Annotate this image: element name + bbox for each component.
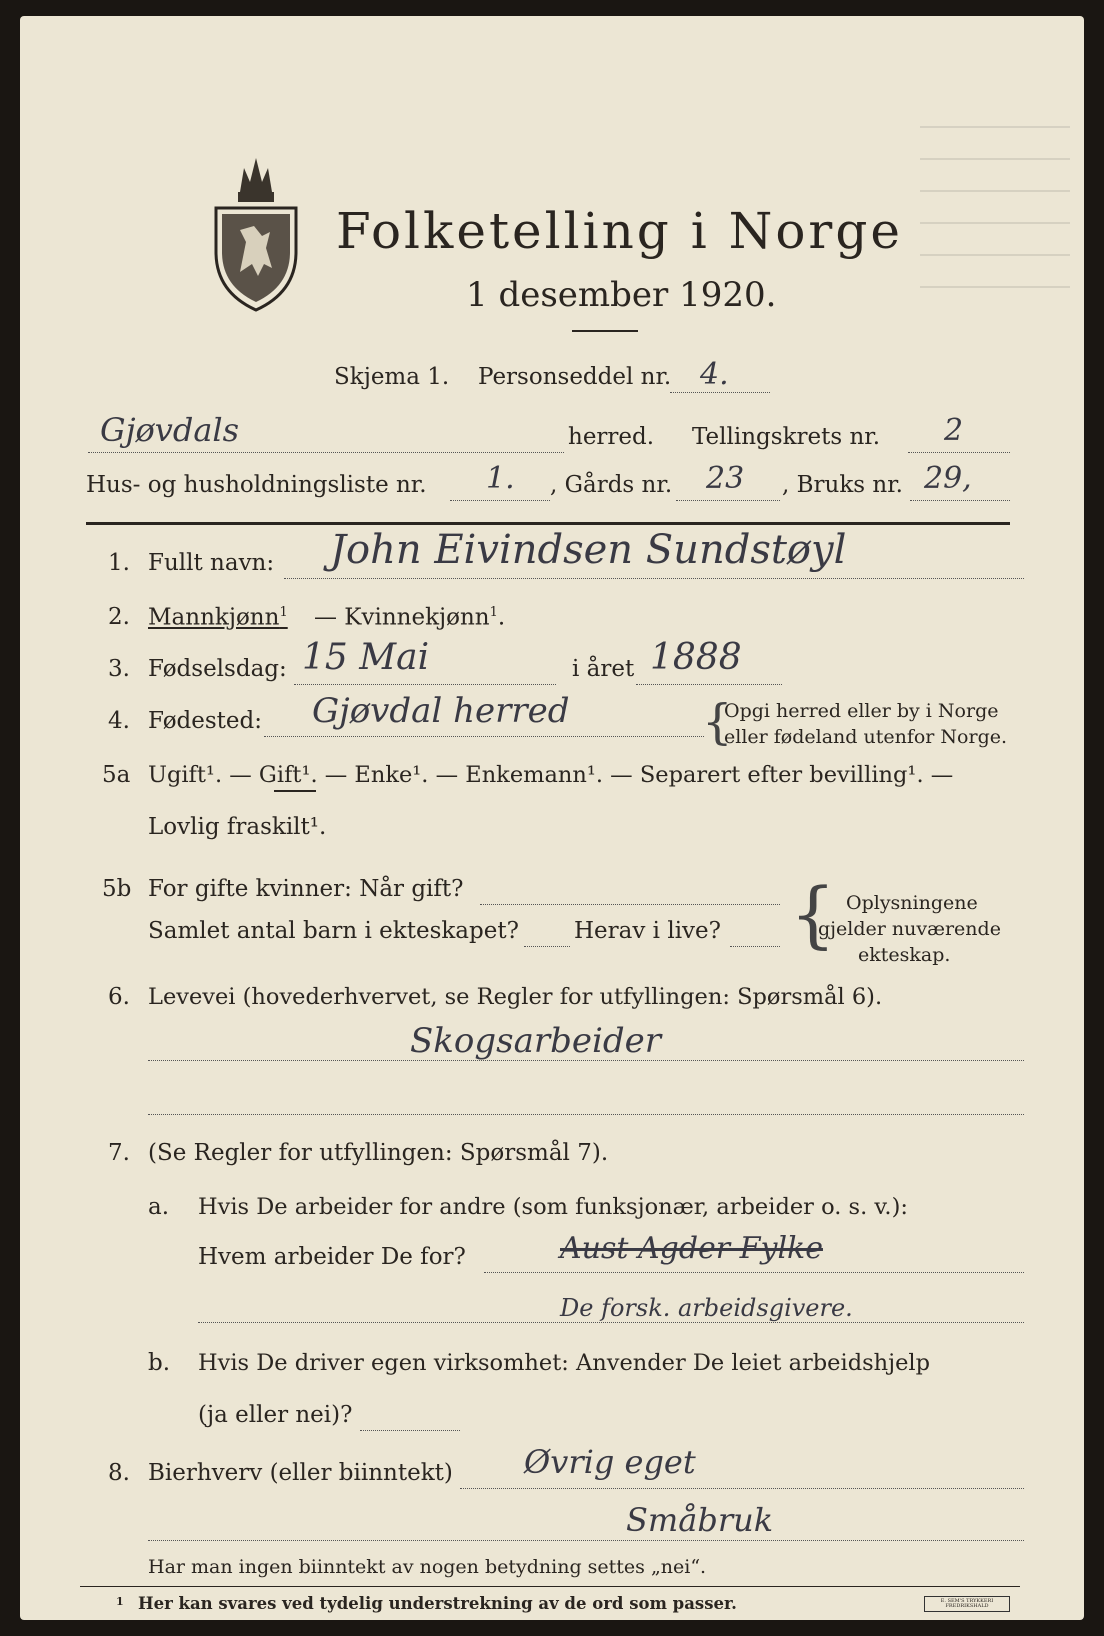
gards-value: 23 — [706, 461, 745, 496]
footnote-text: Her kan svares ved tydelig understrekning av de ord som passer. — [138, 1594, 737, 1613]
q3-line — [294, 684, 556, 685]
q5b-note-1: Oplysningene — [846, 892, 978, 914]
gards-line — [676, 500, 780, 501]
q7b-line2-dots — [360, 1430, 460, 1431]
gards-label: , Gårds nr. — [550, 472, 673, 498]
q5b-brace: { — [790, 872, 836, 956]
q8-number: 8. — [108, 1460, 130, 1486]
q7-number: 7. — [108, 1140, 130, 1166]
herred-label: herred. — [568, 424, 655, 450]
q1-label: Fullt navn: — [148, 550, 275, 576]
q7b-line1: Hvis De driver egen virksomhet: Anvender De leiet arbeidshjelp — [198, 1350, 931, 1376]
occupation-value: Skogsarbeider — [410, 1021, 661, 1061]
tellingskrets-label: Tellingskrets nr. — [692, 424, 881, 450]
q5a-number: 5a — [102, 762, 131, 788]
employer-value: De forsk. arbeidsgivere. — [560, 1294, 853, 1322]
personseddel-label: Personseddel nr. — [478, 364, 672, 390]
q8-line — [460, 1488, 1024, 1489]
herred-value: Gjøvdals — [100, 411, 240, 449]
year-label: i året — [572, 656, 635, 682]
q5b-line2b-dots — [730, 946, 780, 947]
q5b-note-3: ekteskap. — [858, 944, 951, 966]
husliste-label: Hus- og husholdningsliste nr. — [86, 472, 427, 498]
q4-line — [264, 736, 704, 737]
footer-rule — [80, 1586, 1020, 1587]
form-title: Folketelling i Norge — [336, 202, 903, 260]
q5b-line1-dots — [480, 904, 780, 905]
bruks-value: 29, — [924, 461, 972, 496]
q8-line-2 — [148, 1540, 1024, 1541]
husliste-value: 1. — [486, 461, 515, 496]
side-income-value: Øvrig eget — [524, 1443, 696, 1481]
q7b-line2: (ja eller nei)? — [198, 1402, 353, 1428]
census-form — [20, 16, 1084, 1620]
year-line — [636, 684, 782, 685]
q4-brace: { — [702, 694, 733, 750]
q1-line — [284, 578, 1024, 579]
herred-line — [88, 452, 564, 453]
q5b-line2b: Herav i live? — [574, 918, 721, 944]
male-option: Mannkjønn$^1$ — [148, 604, 288, 631]
birth-date-value: 15 Mai — [302, 637, 430, 678]
q5b-line2-dots — [524, 946, 570, 947]
birthplace-value: Gjøvdal herred — [312, 691, 570, 731]
header-rule — [86, 522, 1010, 525]
personseddel-line — [670, 392, 770, 393]
q7a-line3-dots — [198, 1322, 1024, 1323]
q5b-note-2: gjelder nuværende — [818, 918, 1001, 940]
full-name-value: John Eivindsen Sundstøyl — [330, 527, 847, 573]
employer-value-struck: Aust Agder Fylke — [560, 1231, 823, 1266]
q4-label: Fødested: — [148, 708, 263, 734]
q3-label: Fødselsdag: — [148, 656, 287, 682]
tellingskrets-line — [908, 452, 1010, 453]
gift-underline — [274, 790, 316, 792]
footnote-mark: 1 — [116, 1595, 124, 1608]
bruks-line — [910, 500, 1010, 501]
printer-stamp: E. SEM'S TRYKKERI FREDRIKSHALD — [924, 1596, 1010, 1612]
title-divider — [572, 330, 638, 332]
q7a-line2-dots — [484, 1272, 1024, 1273]
q5b-line1: For gifte kvinner: Når gift? — [148, 876, 464, 902]
q7a-line2: Hvem arbeider De for? — [198, 1244, 466, 1270]
bruks-label: , Bruks nr. — [782, 472, 903, 498]
q7-label: (Se Regler for utfyllingen: Spørsmål 7). — [148, 1140, 609, 1166]
personseddel-value: 4. — [700, 357, 729, 392]
marital-status-divorced: Lovlig fraskilt¹. — [148, 814, 327, 840]
q8-label: Bierhverv (eller biinntekt) — [148, 1460, 453, 1486]
female-option: — Kvinnekjønn$^1$. — [314, 604, 506, 631]
coat-of-arms-icon — [210, 152, 302, 312]
bleed-through — [920, 96, 1070, 356]
q6-label: Levevei (hovederhvervet, se Regler for utfyllingen: Spørsmål 6). — [148, 984, 883, 1010]
q5b-number: 5b — [102, 876, 132, 902]
marital-status-options: Ugift¹. — Gift¹. — Enke¹. — Enkemann¹. — Separert efter bevilling¹. — — [148, 762, 954, 788]
birth-year-value: 1888 — [650, 637, 742, 678]
form-date: 1 desember 1920. — [466, 275, 777, 315]
q3-number: 3. — [108, 656, 130, 682]
q4-note-1: Opgi herred eller by i Norge — [724, 700, 999, 722]
q5b-line2: Samlet antal barn i ekteskapet? — [148, 918, 519, 944]
q7a-line1: Hvis De arbeider for andre (som funksjonær, arbeider o. s. v.): — [198, 1194, 908, 1220]
q6-line-2 — [148, 1114, 1024, 1115]
footer-note: Har man ingen biinntekt av nogen betydning settes „nei“. — [148, 1556, 707, 1578]
schema-label: Skjema 1. — [334, 364, 450, 390]
q2-number: 2. — [108, 604, 130, 630]
q4-number: 4. — [108, 708, 130, 734]
q4-note-2: eller fødeland utenfor Norge. — [724, 726, 1008, 748]
q1-number: 1. — [108, 550, 130, 576]
q6-number: 6. — [108, 984, 130, 1010]
q7b-letter: b. — [148, 1350, 171, 1376]
q7a-letter: a. — [148, 1194, 170, 1220]
husliste-line — [450, 500, 550, 501]
side-income-value-2: Småbruk — [626, 1501, 774, 1539]
tellingskrets-value: 2 — [944, 413, 964, 448]
